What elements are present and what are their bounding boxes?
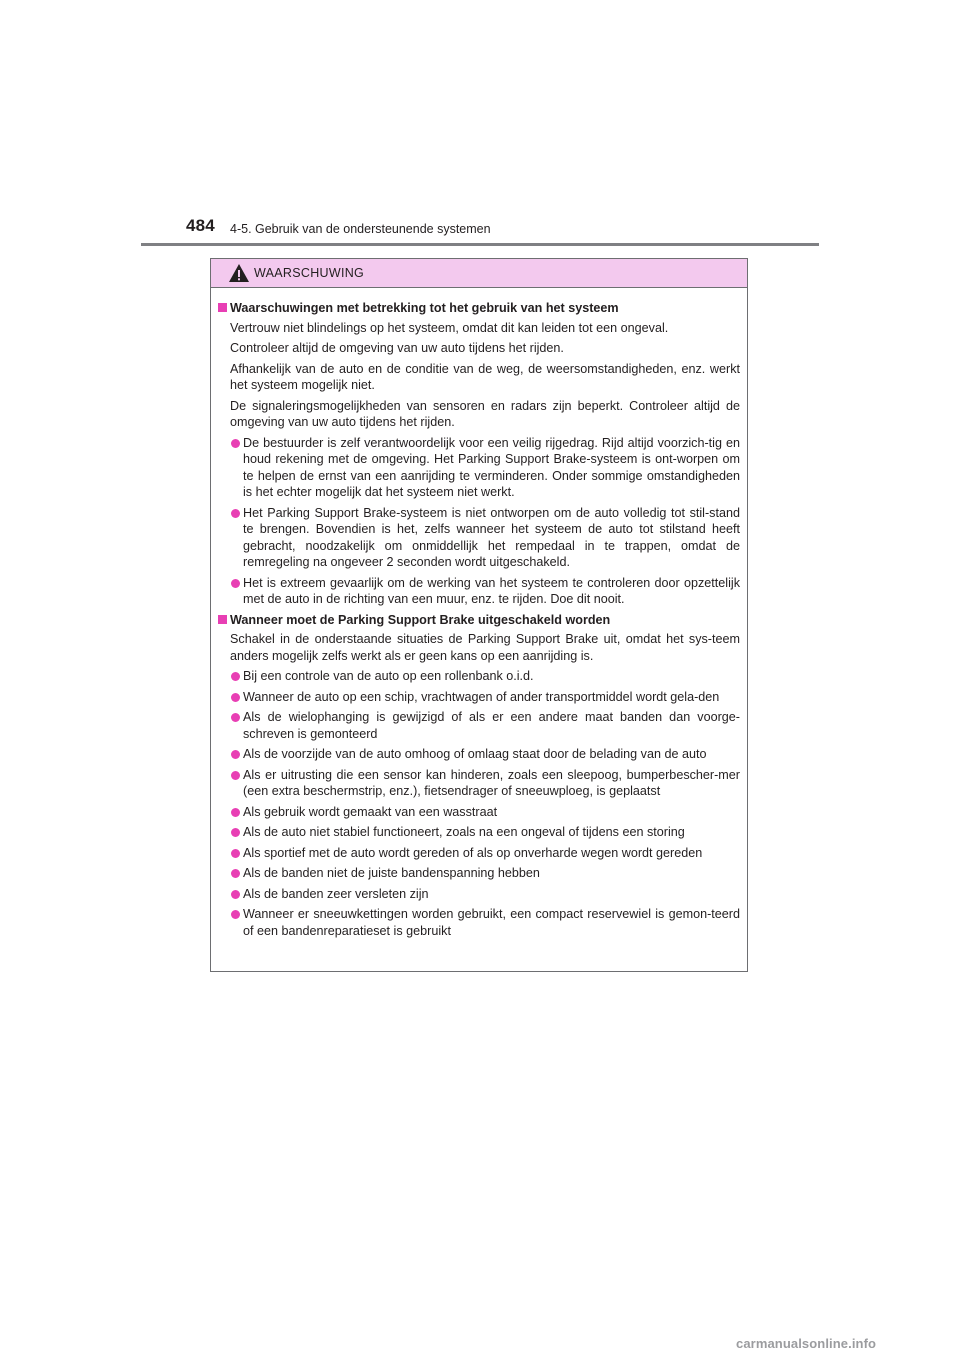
bullet-item: Wanneer de auto op een schip, vrachtwagen of ander transportmiddel wordt gela-den <box>230 689 740 706</box>
warning-header <box>211 259 747 288</box>
paragraph: Schakel in de onderstaande situaties de Parking Support Brake uit, omdat het sys-teem anders mogelijk zelfs werkt als er geen kans op een aanrijding is. <box>230 632 740 663</box>
section-heading-when-to-disable: Wanneer moet de Parking Support Brake uitgeschakeld worden <box>218 612 740 629</box>
paragraph: Vertrouw niet blindelings op het systeem, omdat dit kan leiden tot een ongeval. <box>230 320 669 335</box>
section-heading-usage-warnings: Waarschuwingen met betrekking tot het gebruik van het systeem <box>218 300 740 317</box>
paragraph: Controleer altijd de omgeving van uw auto tijdens het rijden. <box>230 341 564 355</box>
page-header <box>0 0 960 250</box>
bullet-item: Als de voorzijde van de auto omhoog of omlaag staat door de belading van de auto <box>230 746 740 763</box>
warning-box <box>210 258 748 972</box>
warning-title: WAARSCHUWING <box>254 266 365 280</box>
bullet-item: Als de banden niet de juiste bandenspanning hebben <box>230 865 740 882</box>
bullet-item: Het is extreem gevaarlijk om de werking van het systeem te controleren door opzettelijk met de auto in de richting van een muur, enz. te rijden. Doe dit nooit. <box>230 575 740 608</box>
bullet-item: Als de auto niet stabiel functioneert, zoals na een ongeval of tijdens een storing <box>230 824 740 841</box>
bullet-item: Als sportief met de auto wordt gereden of als op onverharde wegen wordt gereden <box>230 845 740 862</box>
bullet-item: Als gebruik wordt gemaakt van een wasstraat <box>230 804 740 821</box>
bullet-item: Als de wielophanging is gewijzigd of als er een andere maat banden dan voorge-schreven is gemonteerd <box>230 709 740 742</box>
bullet-item: Bij een controle van de auto op een rollenbank o.i.d. <box>230 668 740 685</box>
warning-triangle-icon <box>228 263 250 283</box>
paragraph: De signaleringsmogelijkheden van sensoren en radars zijn beperkt. Controleer altijd de omgeving van uw auto tijdens het rijden. <box>230 398 740 429</box>
bullet-item: Als de banden zeer versleten zijn <box>230 886 740 903</box>
bullet-item: Wanneer er sneeuwkettingen worden gebruikt, een compact reservewiel is gemon-teerd of een bandenreparatieset is gebruikt <box>230 906 740 939</box>
bullet-item: De bestuurder is zelf verantwoordelijk voor een veilig rijgedrag. Rijd altijd voorzich-tig en houd rekening met de omgeving. Het Parking Support Brake-systeem is ont-worpen om te helpen de ernst van een aanrijding te verminderen. Onder sommige omstandigheden is het echter mogelijk dat het systeem niet werkt. <box>230 435 740 501</box>
watermark-link[interactable]: carmanualsonline.info <box>736 1336 877 1351</box>
bullet-item: Het Parking Support Brake-systeem is niet ontworpen om de auto volledig tot stil-stand te brengen. Bovendien is het, zelfs wanneer het systeem de auto tot stilstand heeft gebracht, noodzakelijk om onmiddellijk het rempedaal in te trappen, omdat de remregeling na ongeveer 2 seconden wordt uitgeschakeld. <box>230 505 740 571</box>
warning-body <box>211 288 747 939</box>
page-number: 484 <box>186 216 215 235</box>
section-title: 4-5. Gebruik van de ondersteunende systemen <box>230 222 491 236</box>
header-divider <box>141 243 819 246</box>
paragraph: Afhankelijk van de auto en de conditie van de weg, de weersomstandigheden, enz. werkt het systeem mogelijk niet. <box>230 361 740 392</box>
bullet-item: Als er uitrusting die een sensor kan hinderen, zoals een sleepoog, bumperbescher-mer (een extra beschermstrip, enz.), fietsendrager of sneeuwploeg, is geplaatst <box>230 767 740 800</box>
